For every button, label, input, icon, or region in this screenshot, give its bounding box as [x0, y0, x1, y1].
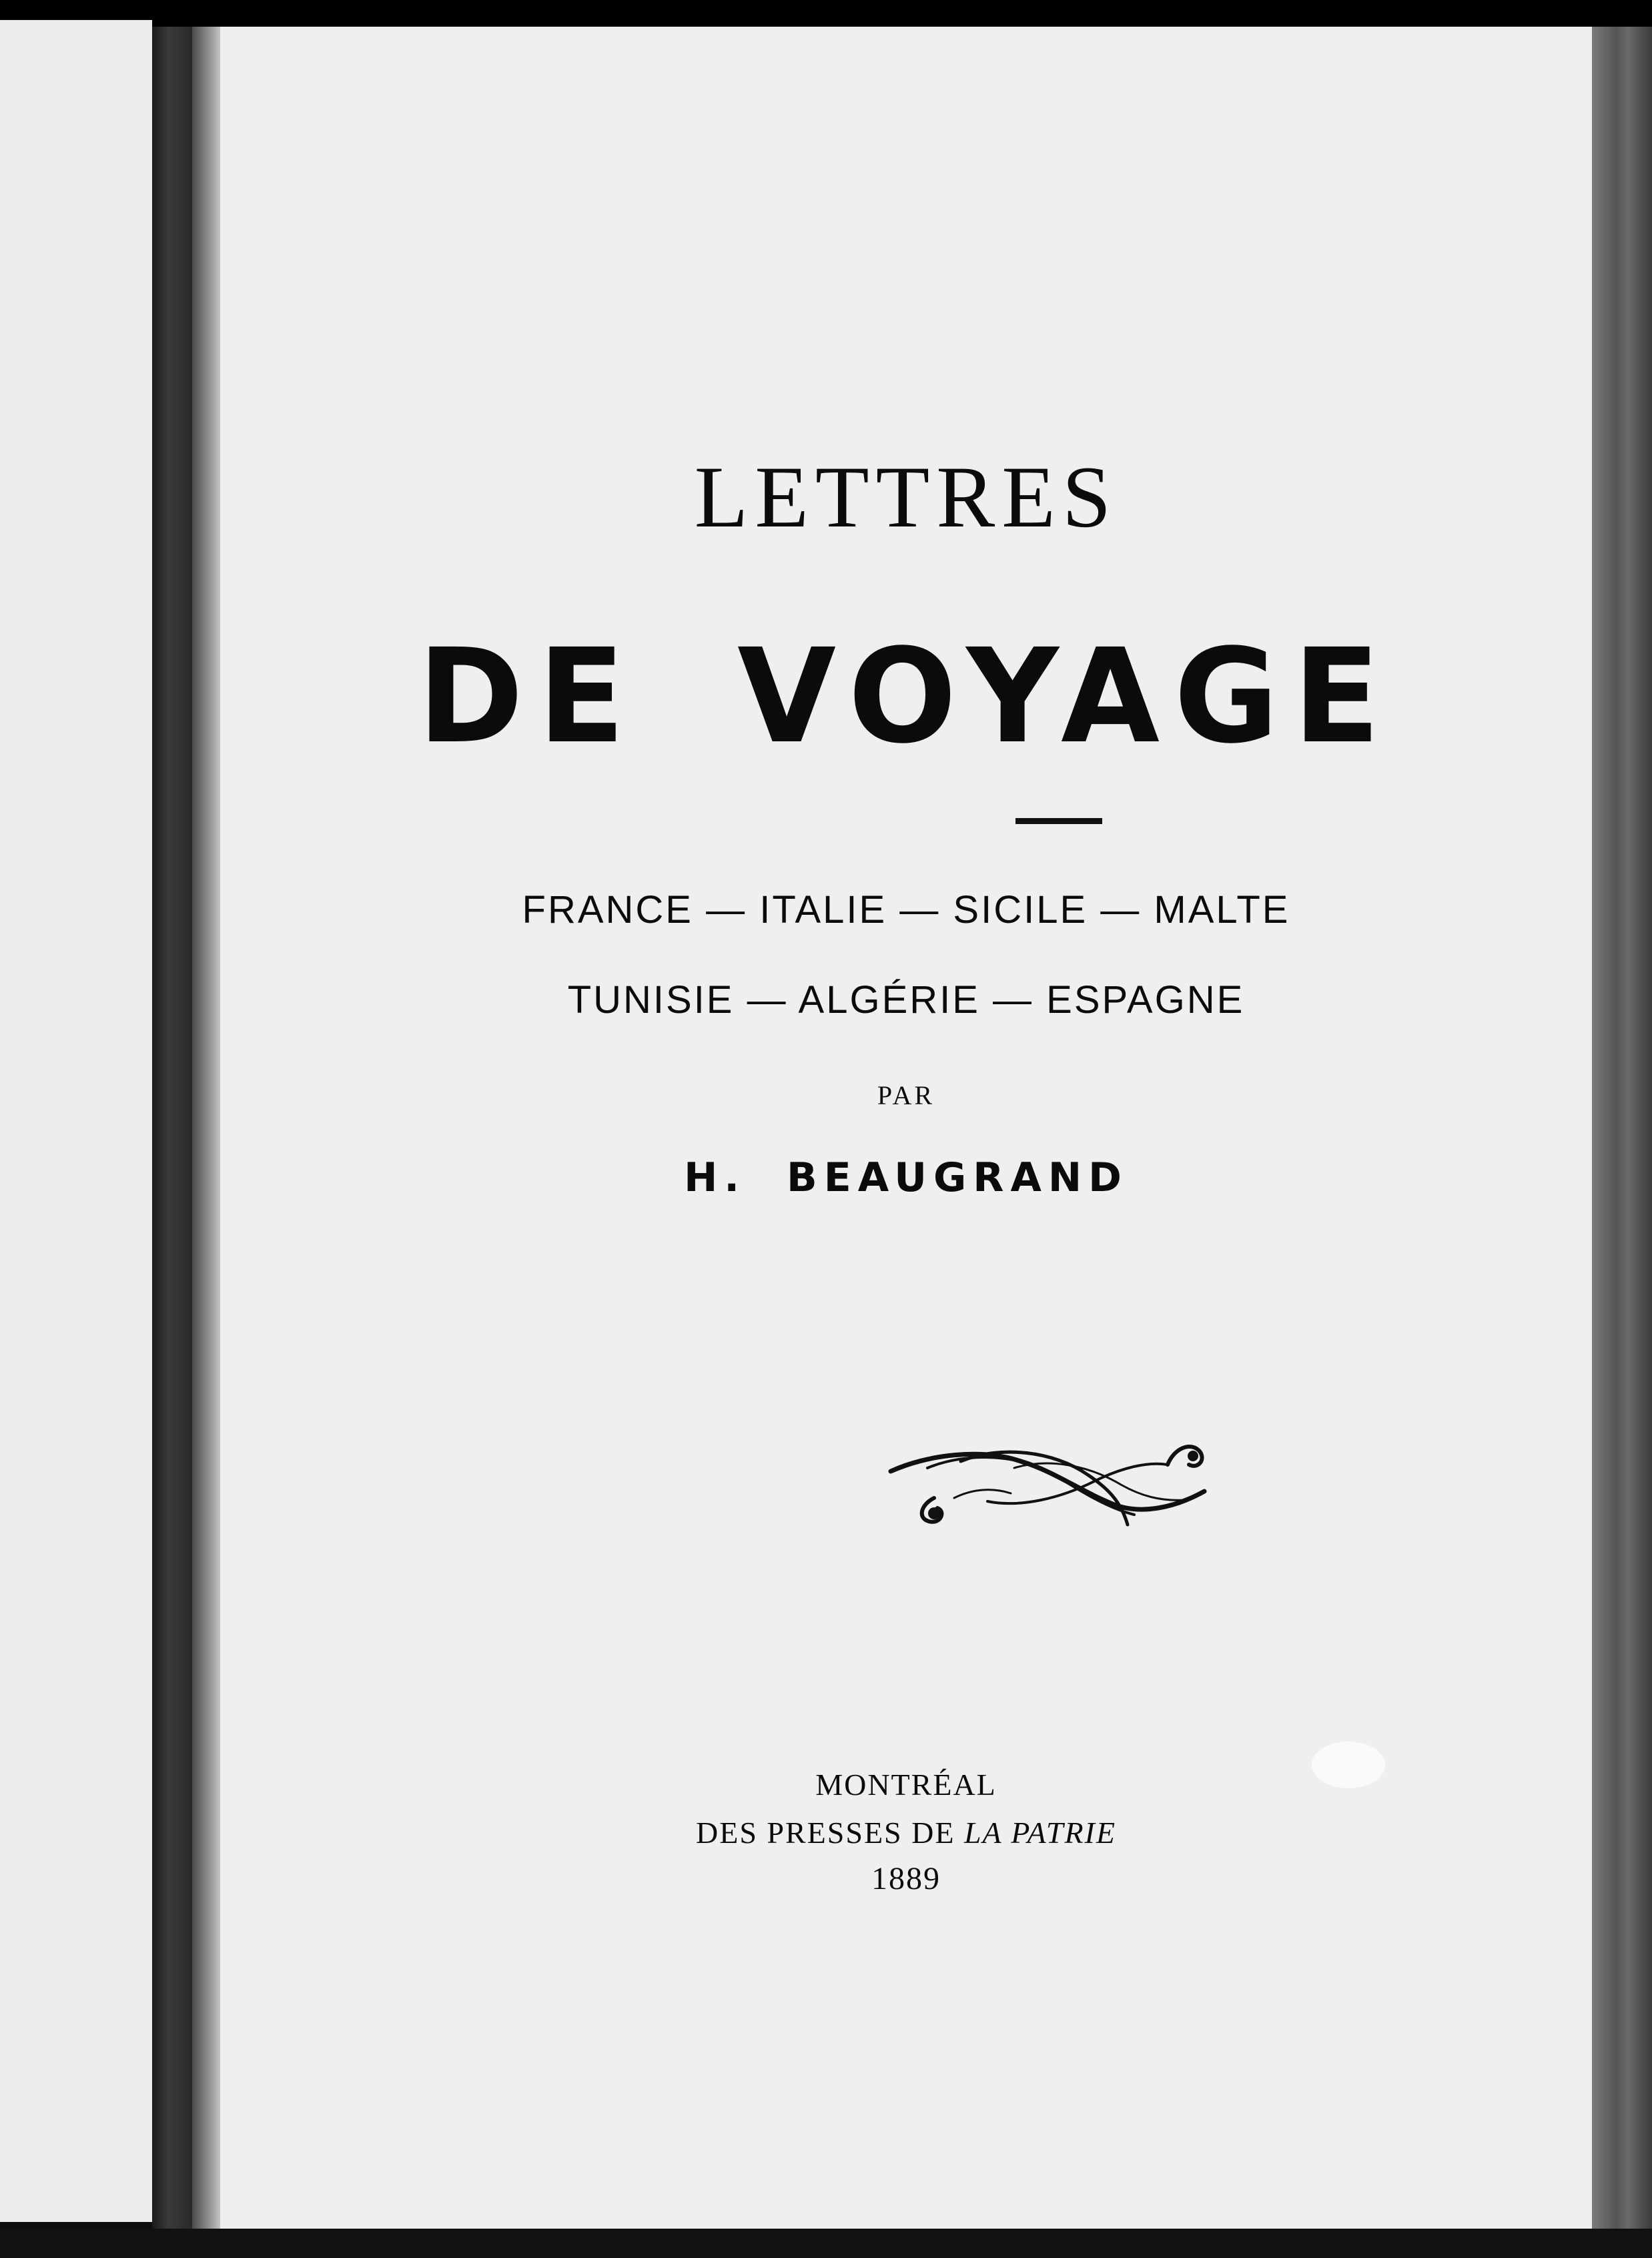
imprint-press: [220, 1815, 1592, 1850]
imprint-city: MONTRÉAL: [815, 1768, 997, 1802]
facing-page-edge: [0, 20, 152, 2222]
imprint-press-prefix: DES PRESSES DE: [696, 1816, 964, 1850]
series-title: LETTRES: [694, 448, 1118, 546]
binding-shadow: [152, 27, 192, 2229]
places-line-2: TUNISIE — ALGÉRIE — ESPAGNE: [567, 978, 1245, 1022]
scan-bottom-border: [0, 2229, 1652, 2258]
places-line-1: FRANCE — ITALIE — SICILE — MALTE: [522, 888, 1290, 931]
page-gutter: [192, 27, 224, 2229]
title-page: [220, 27, 1592, 2229]
main-title: DE VOYAGE: [417, 621, 1395, 772]
flourish-ornament-icon: [887, 1435, 1214, 1535]
title-rule: [1015, 818, 1102, 824]
page-edge-right: [1592, 27, 1652, 2258]
byline: PAR: [877, 1080, 935, 1110]
paper-speck: [1312, 1742, 1385, 1788]
author-name: H. BEAUGRAND: [684, 1154, 1128, 1201]
imprint-year: 1889: [871, 1861, 941, 1896]
scan-top-border: [0, 0, 1652, 27]
imprint-press-name: LA PATRIE: [963, 1816, 1116, 1850]
